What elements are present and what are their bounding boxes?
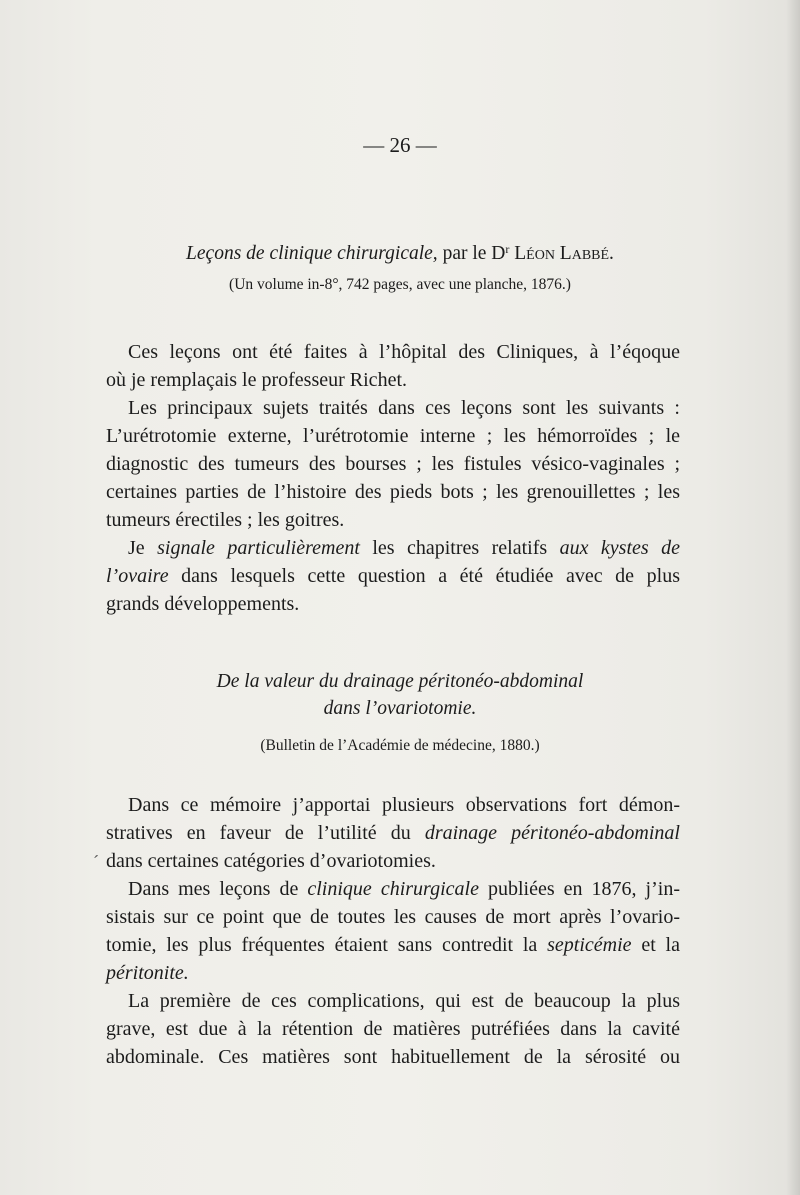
section2-p1-line-1: Dans ce mémoire j’apportai plusieurs observations fort démon- xyxy=(128,794,680,816)
italic-run: l’ovaire xyxy=(106,565,169,587)
italic-run: péritonite. xyxy=(106,962,189,984)
section1-line-2: où je remplaçais le professeur Richet. xyxy=(106,369,407,391)
section1-line-4: L’urétrotomie externe, l’urétrotomie interne ; les hémorroïdes ; le xyxy=(106,425,680,447)
section1-title-author: Léon Labbé. xyxy=(514,243,614,264)
section2-title-line-2 xyxy=(0,698,800,720)
section1-line-1: Ces leçons ont été faites à l’hôpital des Cliniques, à l’éqoque xyxy=(128,341,680,363)
section2-title-line-1 xyxy=(0,671,800,693)
italic-run: aux kystes de xyxy=(559,537,680,559)
text-run: les chapitres relatifs xyxy=(359,537,560,559)
italic-run: clinique chirurgicale xyxy=(307,878,479,900)
section1-p3-line-1 xyxy=(128,537,680,560)
italic-run: septicémie xyxy=(547,934,632,956)
section1-title-italic: Leçons de clinique chirurgicale, xyxy=(186,243,438,264)
page-gutter-shadow xyxy=(786,0,800,1195)
text-run: dans lesquels cette question a été étudiée avec de plus xyxy=(168,565,680,587)
section1-p3-line-3: grands développements. xyxy=(106,593,300,615)
section2-p3-line-2: grave, est due à la rétention de matières putréfiées dans la cavité xyxy=(106,1018,680,1040)
margin-mark: ˊ xyxy=(93,852,99,872)
section1-title-sup: r xyxy=(505,242,510,256)
text-run: tomie, les plus fréquentes étaient sans contredit la xyxy=(106,934,548,956)
section2-p1-line-3: dans certaines catégories d’ovariotomies. xyxy=(106,850,436,872)
section1-line-6: certaines parties de l’histoire des pieds bots ; les grenouillettes ; les xyxy=(106,481,680,503)
section1-title-par: par le D xyxy=(442,243,506,264)
text-run: Je xyxy=(128,537,158,559)
section2-p2-line-4 xyxy=(106,962,680,985)
section2-p2-line-3 xyxy=(106,934,680,957)
section1-line-7: tumeurs érectiles ; les goitres. xyxy=(106,509,345,531)
section2-p3-line-1: La première de ces complications, qui est de beaucoup la plus xyxy=(128,990,680,1012)
italic-run: signale particulièrement xyxy=(157,537,360,559)
section1-line-5: diagnostic des tumeurs des bourses ; les fistules vésico-vaginales ; xyxy=(106,453,680,475)
section2-p2-line-1 xyxy=(128,878,680,901)
section1-line-3: Les principaux sujets traités dans ces leçons sont les suivants : xyxy=(128,397,680,419)
text-run: et la xyxy=(631,934,680,956)
text-run: Dans mes leçons de xyxy=(128,878,308,900)
text-run: publiées en 1876, j’in- xyxy=(478,878,680,900)
section1-title xyxy=(0,242,800,265)
section2-publication-note: (Bulletin de l’Académie de médecine, 1880.) xyxy=(260,737,540,754)
page-number: — 26 — xyxy=(363,133,437,157)
italic-run: drainage péritonéo-abdominal xyxy=(424,822,680,844)
text-run: stratives en faveur de l’utilité du xyxy=(106,822,425,844)
italic-run: De la valeur du drainage péritonéo-abdominal xyxy=(216,671,584,692)
section2-p1-line-2 xyxy=(106,822,680,845)
section1-publication-note: (Un volume in-8°, 742 pages, avec une planche, 1876.) xyxy=(229,276,571,293)
section2-p2-line-2: sistais sur ce point que de toutes les causes de mort après l’ovario- xyxy=(106,906,680,928)
section1-p3-line-2 xyxy=(106,565,680,588)
italic-run: dans l’ovariotomie. xyxy=(323,698,477,719)
section2-p3-line-3: abdominale. Ces matières sont habituellement de la sérosité ou xyxy=(106,1046,680,1068)
